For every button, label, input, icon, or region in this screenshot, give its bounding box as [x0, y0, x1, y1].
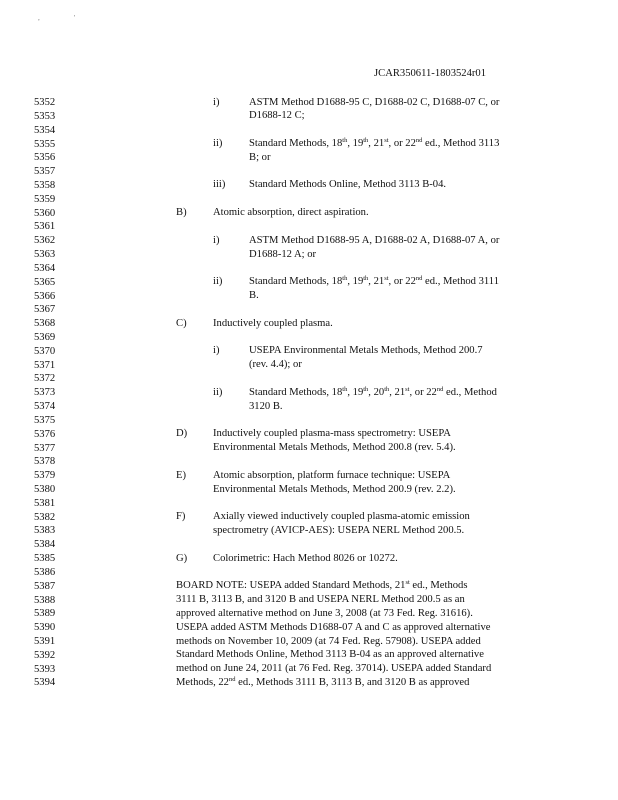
line-number: 5375: [34, 414, 56, 426]
line-number: 5379: [34, 470, 56, 482]
line-number: 5378: [34, 456, 56, 468]
line-number: 5355: [34, 138, 56, 150]
item-text: Inductively coupled plasma.: [213, 318, 333, 329]
line-number: 5380: [34, 484, 56, 495]
line-number: 5366: [34, 290, 56, 302]
line-number: 5386: [34, 566, 56, 578]
line-number: 5363: [34, 249, 56, 260]
subitem-text: ASTM Method D1688-95 A, D1688-02 A, D1688-07 A, or: [249, 235, 500, 246]
subitem-text: (rev. 4.4); or: [249, 359, 302, 370]
line-number: 5394: [34, 677, 56, 689]
subitem-label: i): [213, 97, 220, 108]
subitem-label: ii): [213, 387, 223, 398]
item-text: Environmental Metals Methods, Method 200.8 (rev. 5.4).: [213, 442, 456, 453]
line-number: 5372: [34, 373, 56, 385]
board-note-line: Methods, 22nd ed., Methods 3111 B, 3113 B, and 3120 B as approved: [176, 676, 470, 688]
item-text: spectrometry (AVICP-AES): USEPA NERL Method 200.5.: [213, 525, 465, 536]
subitem-text: Standard Methods, 18th, 19th, 21st, or 22nd ed., Method 3113: [249, 137, 500, 149]
subitem-text: Standard Methods, 18th, 19th, 20th, 21st, or 22nd ed., Method: [249, 386, 497, 398]
line-number: 5374: [34, 401, 56, 412]
item-text: Colorimetric: Hach Method 8026 or 10272.: [213, 553, 398, 564]
line-number: 5359: [34, 193, 56, 205]
item-label: D): [176, 428, 188, 439]
line-number: 5368: [34, 318, 56, 330]
line-number: 5377: [34, 442, 56, 454]
item-label: F): [176, 511, 186, 522]
line-number: 5384: [34, 539, 56, 551]
line-number: 5362: [34, 235, 56, 247]
line-number: 5358: [34, 179, 56, 191]
subitem-text: D1688-12 A; or: [249, 249, 317, 260]
line-number: 5391: [34, 636, 56, 647]
line-number: 5352: [34, 97, 56, 108]
corner-mark: ': [74, 14, 76, 22]
line-number: 5365: [34, 276, 56, 288]
line-number: 5353: [34, 110, 56, 122]
subitem-label: i): [213, 235, 220, 246]
line-number: 5373: [34, 387, 56, 399]
item-text: Atomic absorption, direct aspiration.: [213, 207, 369, 218]
item-text: Atomic absorption, platform furnace technique: USEPA: [213, 470, 451, 481]
item-label: G): [176, 553, 188, 564]
board-note-line: USEPA added ASTM Methods D1688-07 A and C as approved alternative: [176, 622, 491, 633]
item-text: Inductively coupled plasma-mass spectrometry: USEPA: [213, 428, 451, 439]
line-number: 5381: [34, 497, 56, 509]
item-label: B): [176, 207, 187, 218]
board-note-line: method on June 24, 2011 (at 76 Fed. Reg. 37014). USEPA added Standard: [176, 663, 492, 674]
subitem-text: USEPA Environmental Metals Methods, Method 200.7: [249, 345, 483, 356]
subitem-text: B.: [249, 290, 259, 301]
line-number: 5383: [34, 525, 56, 537]
corner-mark: ,: [38, 14, 40, 22]
line-number: 5367: [34, 304, 56, 316]
line-number: 5385: [34, 553, 56, 565]
line-number: 5387: [34, 580, 56, 592]
subitem-text: Standard Methods, 18th, 19th, 21st, or 22nd ed., Method 3111: [249, 275, 500, 287]
line-number: 5370: [34, 345, 56, 357]
line-number: 5361: [34, 221, 56, 233]
line-number: 5393: [34, 663, 56, 675]
board-note-line: Standard Methods Online, Method 3113 B-04 as an approved alternative: [176, 649, 484, 660]
line-number: 5357: [34, 166, 56, 178]
subitem-text: B; or: [249, 152, 271, 163]
subitem-label: i): [213, 345, 220, 356]
line-number: 5388: [34, 594, 56, 606]
subitem-text: D1688-12 C;: [249, 110, 305, 121]
board-note-line: BOARD NOTE: USEPA added Standard Methods, 21st ed., Methods: [176, 579, 468, 591]
subitem-label: ii): [213, 138, 223, 149]
board-note-line: 3111 B, 3113 B, and 3120 B and USEPA NERL Method 200.5 as an: [176, 594, 465, 605]
line-number: 5371: [34, 359, 56, 371]
line-number: 5390: [34, 622, 56, 634]
item-label: C): [176, 318, 187, 329]
line-number: 5360: [34, 207, 56, 219]
line-number: 5382: [34, 511, 56, 523]
item-label: E): [176, 470, 186, 481]
item-text: Environmental Metals Methods, Method 200.9 (rev. 2.2).: [213, 484, 456, 495]
document-id-header: JCAR350611-1803524r01: [374, 68, 487, 79]
line-number: 5389: [34, 608, 56, 620]
line-number: 5364: [34, 262, 56, 274]
line-number: 5392: [34, 649, 56, 661]
subitem-label: iii): [213, 179, 226, 190]
subitem-label: ii): [213, 276, 223, 287]
subitem-text: 3120 B.: [249, 401, 283, 412]
item-text: Axially viewed inductively coupled plasma-atomic emission: [213, 511, 470, 522]
subitem-text: ASTM Method D1688-95 C, D1688-02 C, D1688-07 C, or: [249, 97, 500, 108]
board-note-line: methods on November 10, 2009 (at 74 Fed. Reg. 57908). USEPA added: [176, 636, 481, 647]
board-note-line: approved alternative method on June 3, 2008 (at 73 Fed. Reg. 31616).: [176, 608, 473, 619]
subitem-text: Standard Methods Online, Method 3113 B-04.: [249, 179, 447, 190]
line-number: 5369: [34, 331, 56, 343]
line-number: 5376: [34, 428, 56, 440]
line-number: 5356: [34, 152, 56, 164]
line-number: 5354: [34, 124, 56, 136]
